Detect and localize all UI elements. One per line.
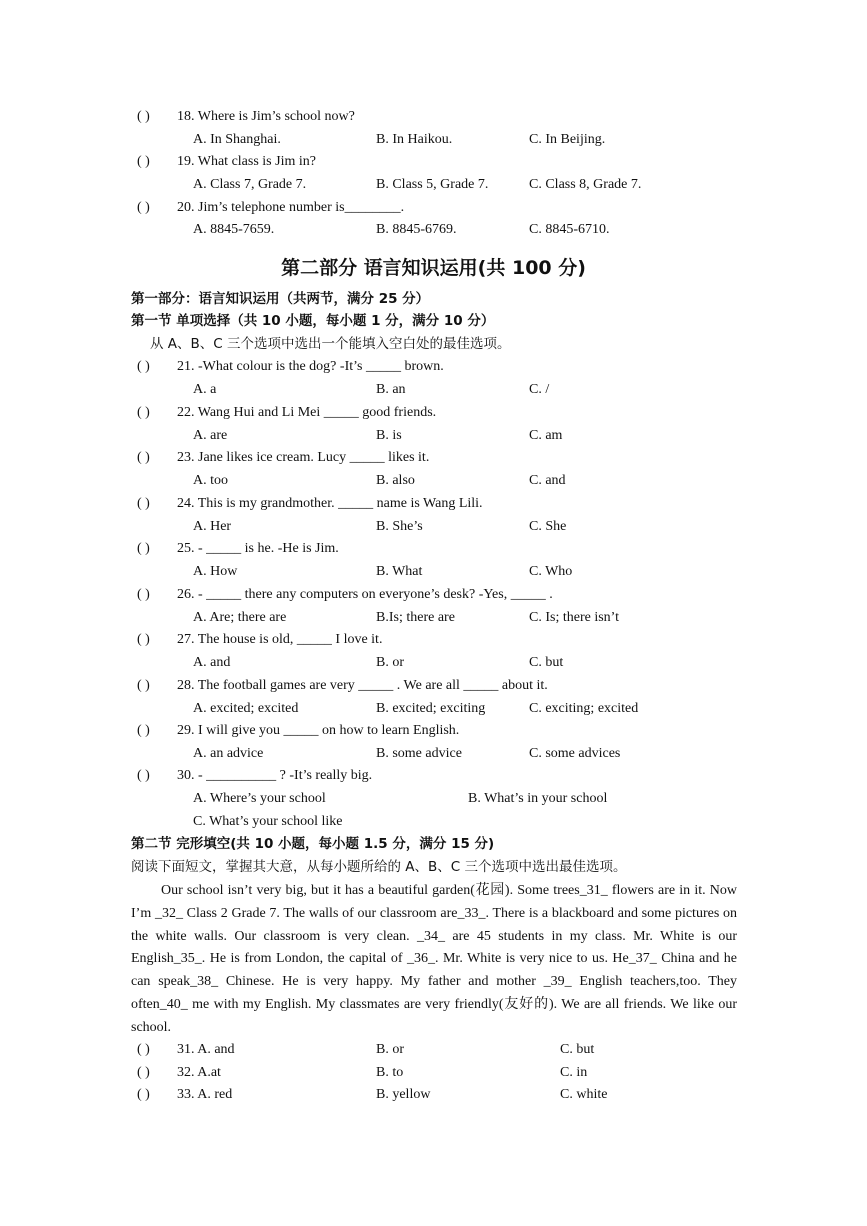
question-text: 30. - __________ ? -It’s really big.	[177, 768, 373, 783]
question-text: 29. I will give you _____ on how to learn English.	[177, 723, 460, 738]
option-c: C. but	[560, 1042, 595, 1057]
option-b: B. 8845-6769.	[376, 222, 457, 237]
option-c: C. 8845-6710.	[529, 222, 610, 237]
option-a: A. Are; there are	[193, 609, 287, 625]
option-a: 31. A. and	[177, 1042, 235, 1057]
answer-bracket[interactable]: ( )	[137, 541, 150, 556]
question-text: 22. Wang Hui and Li Mei _____ good friends.	[177, 404, 437, 420]
answer-bracket[interactable]: ( )	[137, 723, 150, 738]
option-c: C. In Beijing.	[529, 132, 606, 147]
option-c: C. Who	[529, 564, 573, 579]
option-b: B. some advice	[376, 746, 462, 761]
option-b: B.Is; there are	[376, 609, 455, 625]
option-c: C. am	[529, 427, 563, 443]
option-b: B. What’s in your school	[468, 791, 608, 806]
option-c: C. What’s your school like	[193, 814, 343, 829]
question-text: 25. - _____ is he. -He is Jim.	[177, 541, 339, 556]
option-a: A. an advice	[193, 746, 264, 761]
option-c: C. some advices	[529, 746, 621, 761]
question-text: 18. Where is Jim’s school now?	[177, 109, 355, 124]
part-title: 第二部分 语言知识运用(共 100 分)	[281, 257, 586, 279]
option-b: B. In Haikou.	[376, 132, 453, 147]
option-c: C. in	[560, 1065, 588, 1080]
answer-bracket[interactable]: ( )	[137, 450, 150, 465]
option-a: A. excited; excited	[193, 700, 299, 716]
question-text: 20. Jim’s telephone number is________.	[177, 200, 405, 215]
option-b: B. She’s	[376, 518, 423, 534]
question-text: 24. This is my grandmother. _____ name is Wang Lili.	[177, 495, 483, 511]
option-c: C. Class 8, Grade 7.	[529, 177, 642, 192]
section2-heading: 第二节 完形填空(共 10 小题，每小题 1.5 分，满分 15 分)	[131, 836, 495, 852]
option-b: B. or	[376, 655, 404, 670]
answer-bracket[interactable]: ( )	[137, 109, 150, 124]
answer-bracket[interactable]: ( )	[137, 1042, 150, 1057]
option-b: B. or	[376, 1042, 404, 1057]
option-a: A. and	[193, 655, 231, 670]
answer-bracket[interactable]: ( )	[137, 154, 150, 169]
question-text: 23. Jane likes ice cream. Lucy _____ likes it.	[177, 450, 430, 465]
answer-bracket[interactable]: ( )	[137, 359, 150, 374]
option-a: A. How	[193, 564, 238, 579]
option-c: C. /	[529, 382, 550, 397]
answer-bracket[interactable]: ( )	[137, 200, 150, 215]
section1-instruction: 从 A、B、C 三个选项中选出一个能填入空白处的最佳选项。	[150, 336, 511, 352]
option-a: A. In Shanghai.	[193, 132, 281, 147]
option-a: A. are	[193, 427, 228, 443]
option-c: C. exciting; excited	[529, 700, 639, 716]
answer-bracket[interactable]: ( )	[137, 495, 150, 511]
option-b: B. is	[376, 427, 402, 443]
option-b: B. also	[376, 473, 415, 488]
question-text: 27. The house is old, _____ I love it.	[177, 632, 383, 647]
answer-bracket[interactable]: ( )	[137, 677, 150, 693]
option-a: A. a	[193, 382, 217, 397]
option-c: C. but	[529, 655, 564, 670]
option-a: 33. A. red	[177, 1087, 233, 1102]
option-b: B. Class 5, Grade 7.	[376, 177, 489, 192]
option-b: B. excited; exciting	[376, 700, 486, 716]
answer-bracket[interactable]: ( )	[137, 1065, 150, 1080]
section2-instruction: 阅读下面短文，掌握其大意，从每小题所给的 A、B、C 三个选项中选出最佳选项。	[131, 859, 627, 875]
option-b: B. What	[376, 564, 423, 579]
option-c: C. white	[560, 1087, 608, 1102]
option-a: A. too	[193, 473, 228, 488]
option-b: B. an	[376, 382, 406, 397]
answer-bracket[interactable]: ( )	[137, 1087, 150, 1102]
option-c: C. Is; there isn’t	[529, 609, 619, 625]
option-c: C. She	[529, 518, 567, 534]
answer-bracket[interactable]: ( )	[137, 768, 150, 783]
option-a: A. 8845-7659.	[193, 222, 275, 237]
answer-bracket[interactable]: ( )	[137, 632, 150, 647]
part-heading: 第一部分：语言知识运用（共两节，满分 25 分）	[131, 291, 430, 307]
section1-heading: 第一节 单项选择（共 10 小题，每小题 1 分，满分 10 分）	[131, 313, 495, 329]
question-text: 26. - _____ there any computers on everyone’s desk? -Yes, _____ .	[177, 586, 553, 602]
option-b: B. to	[376, 1065, 404, 1080]
answer-bracket[interactable]: ( )	[137, 586, 150, 602]
question-text: 21. -What colour is the dog? -It’s _____ brown.	[177, 359, 444, 374]
question-text: 19. What class is Jim in?	[177, 154, 316, 169]
question-text: 28. The football games are very _____ . We are all _____ about it.	[177, 677, 548, 693]
option-b: B. yellow	[376, 1087, 431, 1102]
answer-bracket[interactable]: ( )	[137, 404, 150, 420]
option-a: A. Where’s your school	[193, 791, 326, 806]
option-a: A. Her	[193, 518, 232, 534]
option-a: 32. A.at	[177, 1065, 221, 1080]
option-a: A. Class 7, Grade 7.	[193, 177, 307, 192]
cloze-passage: Our school isn’t very big, but it has a beautiful garden(花园). Some trees_31_ flowers are in it. Now I’m _32_ Class 2 Grade 7. The walls of our classroom are_33_. There is a blackboard and some pictures on the white walls. Our classroom is very clean. _34_ are 45 students in my class. Mr. White is our English_35_. He is from London, the capital of _36_. Mr. White is very nice to us. He_37_ China and he can speak_38_ Chinese. He is very happy. My father and mother _39_ English teachers,too. They often_40_ me with my English. My classmates are very friendly(友好的). We are all friends. We like our school.	[131, 883, 737, 1035]
option-c: C. and	[529, 473, 566, 488]
